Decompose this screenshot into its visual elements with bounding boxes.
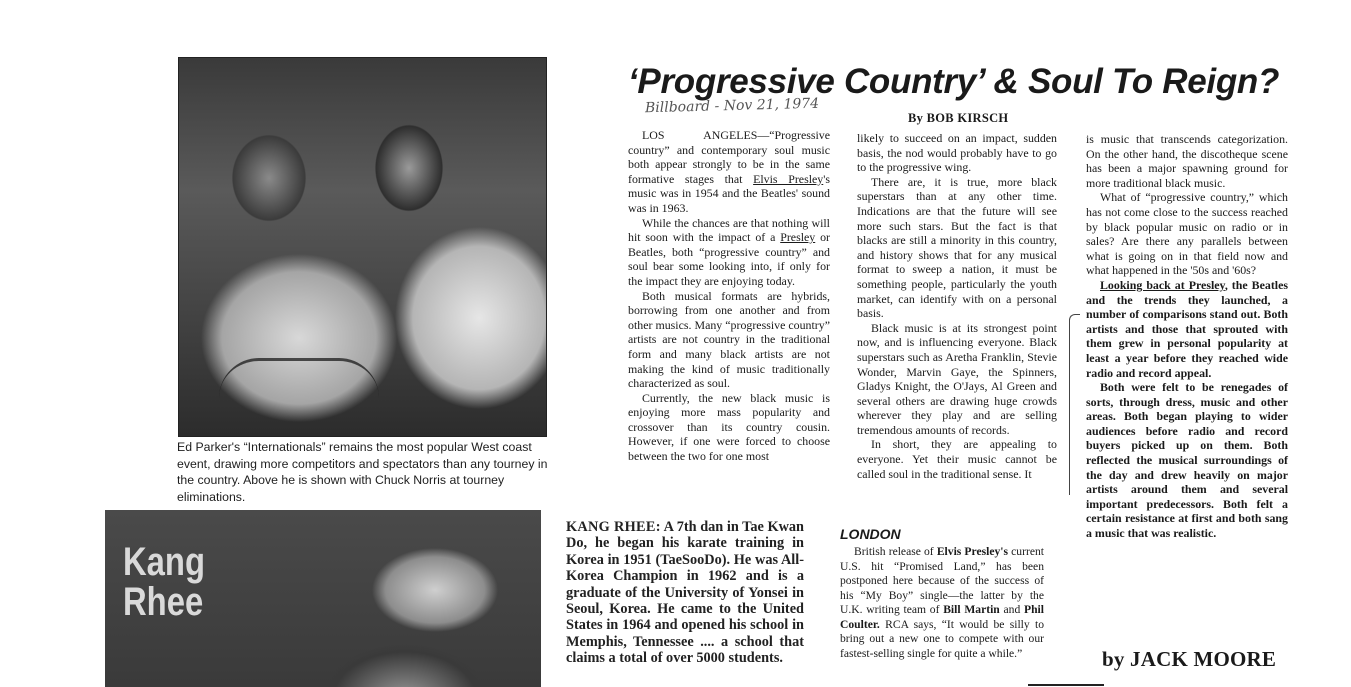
text-run: current U.S. hit “Promised Land,” has been postponed here because of the success of his “My Boy” single—the latter by the U.K. writing team of — [840, 545, 1044, 616]
london-text — [840, 545, 1044, 661]
london-heading: LONDON — [840, 526, 901, 542]
col2-paragraph-3: Black music is at its strongest point now, and is influencing everyone. Black superstars such as Aretha Franklin, Stevie Wonder, Marvin Gaye, the Spinners, Gladys Knight, the O'Jays, Al Green and several others are drawing huge crowds wherever they play and are selling tremendous amounts of records. — [857, 320, 1057, 437]
underlined-text: Looking back at Presley — [1100, 277, 1225, 292]
col1-paragraph-3: Both musical formats are hybrids, borrowing from one another and from other musics. Many “progressive country” artists are not country in the traditional form and many black artists are not making the kind of music traditionally characterized as soul. — [628, 288, 830, 391]
col3-paragraph-4: Both were felt to be renegades of sorts, through dress, music and other areas. Both began playing to wider audiences before radio and record buyers picked up on them. Both reflected the musical surroundings of the day and drew heavily on major artists around them and several important predecessors. Both felt a certain resistance at first and both sang a music that was realistic. — [1086, 380, 1288, 541]
photo-title — [123, 542, 205, 622]
photo-bench-shape — [219, 358, 379, 421]
text-run: British release of — [854, 545, 937, 558]
article-column-1 — [628, 128, 830, 464]
col1-paragraph-2 — [628, 216, 830, 289]
article-headline: ‘Progressive Country’ & Soul To Reign? — [628, 62, 1280, 101]
article-column-3 — [1086, 132, 1288, 541]
col3-paragraph-3 — [1086, 278, 1288, 380]
underlined-text: Elvis Presley — [753, 171, 824, 186]
text-run: or Beatles, both “progressive country” and soul bear some looking into, if only for the impact they are enjoying today. — [628, 230, 830, 288]
bold-name: Elvis Presley's — [936, 545, 1009, 558]
col1-paragraph-4: Currently, the new black music is enjoying more mass popularity and crossover than its country cousin. However, if one were forced to choose between the two for one most — [628, 390, 830, 464]
london-paragraph — [840, 545, 1044, 661]
col2-paragraph-2: There are, it is true, more black superstars than at any other time. Indications are that the future will see more such stars. But the fact is that blacks are still a minority in this country, and history shows that for any musical format to sweep a nation, it must be something people, particularly the youth market, can identify with on a personal basis. — [857, 174, 1057, 321]
col2-paragraph-4: In short, they are appealing to everyone. Yet their music cannot be called soul in the traditional sense. It — [857, 437, 1057, 481]
pen-bracket-mark — [1069, 314, 1080, 495]
text-run: While the chances are that nothing will hit soon with the impact of a — [628, 215, 830, 245]
article-byline: By BOB KIRSCH — [908, 111, 1009, 125]
bold-name: Bill Martin — [943, 603, 1000, 616]
col2-paragraph-1: likely to succeed on an impact, sudden basis, the nod would probably have to go to the progressive wing. — [857, 131, 1057, 175]
bio-text: A 7th dan in Tae Kwan Do, he began his karate training in Korea in 1951 (TaeSooDo). He was All-Korea Champion in 1962 and is a graduate of the University of Yonsei in Seoul, Korea. He came to the United States in 1964 and opened his school in Memphis, Tennessee .... a school that claims a total of over 5000 students. — [566, 519, 804, 667]
photo-caption: Ed Parker's “Internationals” remains the most popular West coast event, drawing more competitors and spectators than any tourney in the country. Above he is shown with Chuck Norris at tourney eliminations. — [177, 440, 548, 504]
text-run: RCA says, “It would be silly to bring out a new one to compete with our fastest-selling single for quite a while.” — [840, 617, 1044, 660]
photo-parker-norris — [178, 57, 547, 437]
photo-title-line2: Rhee — [123, 580, 204, 624]
handwritten-note: Billboard - Nov 21, 1974 — [644, 95, 820, 117]
col1-paragraph-1 — [628, 128, 830, 216]
bold-name: Phil Coulter. — [840, 603, 1044, 631]
text-run: and — [999, 603, 1024, 616]
text-run: 's music was in 1954 and the Beatles' sound was in 1963. — [628, 171, 831, 215]
underlined-text: Presley — [780, 230, 816, 245]
col3-paragraph-1: is music that transcends categorization. On the other hand, the discotheque scene has been a major spawning ground for more traditional black music. — [1086, 132, 1288, 190]
author-signoff: by JACK MOORE — [1102, 647, 1277, 671]
photo-title-line1: Kang — [123, 540, 205, 584]
col3-paragraph-2: What of “progressive country,” which has not come close to the success reached by black popular music on radio or in sales? Are there any parallels between what is going on in that field now and what happened in the '50s and '60s? — [1086, 190, 1288, 278]
kang-rhee-bio — [566, 519, 804, 667]
text-run: , the Beatles and the trends they launched, a number of comparisons stand out. Both artists and those that sprouted with them grew in personal popularity at least a year before they reached wide radio and record appeal. — [1086, 277, 1288, 380]
article-column-2 — [857, 131, 1057, 481]
bottom-rule — [1028, 684, 1104, 686]
photo-kang-rhee — [105, 510, 541, 687]
bio-lead: KANG RHEE: — [566, 519, 661, 535]
text-run: LOS ANGELES—“Progressive country” and contemporary soul music both appear strongly to be in the same formative stages that — [628, 128, 830, 186]
